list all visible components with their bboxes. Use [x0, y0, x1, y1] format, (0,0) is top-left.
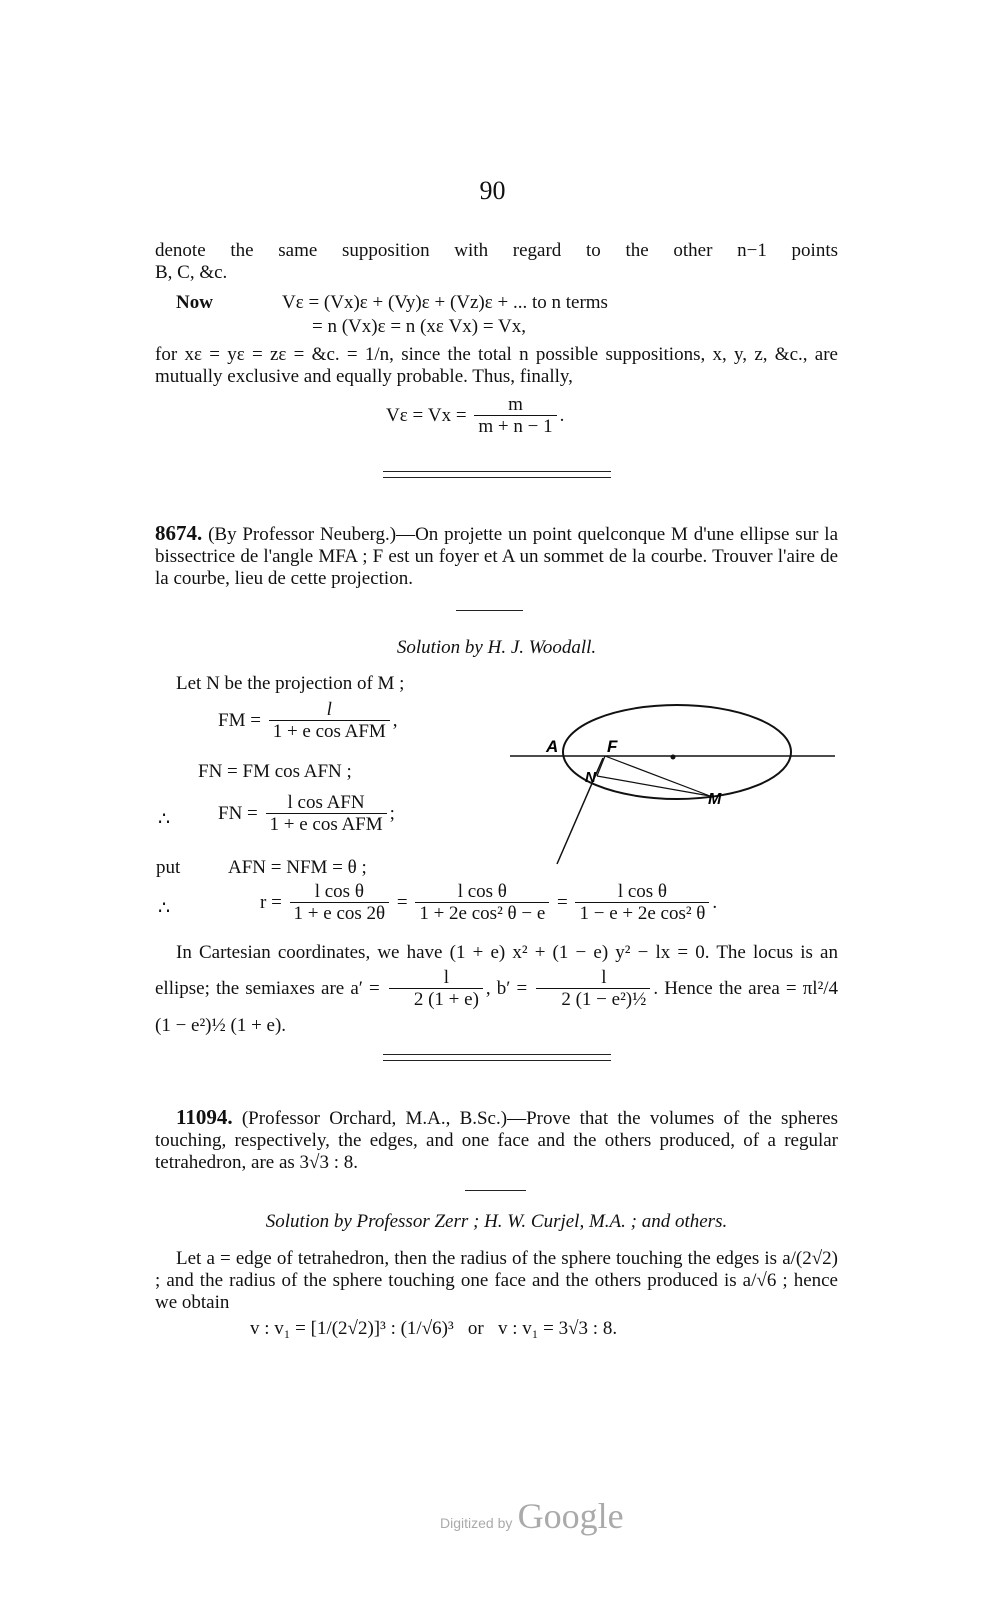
equation-lhs: FM = [218, 709, 261, 731]
denominator: 1 + e cos AFM [269, 720, 390, 743]
label-f: F [607, 737, 618, 756]
numerator: l cos θ [457, 881, 507, 902]
text: the area = πl²/4 (1 − e²)½ (1 + e). [155, 977, 839, 1036]
numerator: l cos θ [314, 881, 364, 902]
bisector-line [557, 758, 603, 864]
divider [383, 471, 611, 472]
equation-fn: FN = FM cos AFN ; [198, 761, 352, 782]
denominator: 1 + 2e cos² θ − e [415, 902, 549, 925]
equation-lhs: Vε = Vx = [386, 404, 467, 426]
centre-point [671, 755, 676, 760]
fraction [269, 700, 390, 743]
divider [383, 1054, 611, 1055]
fraction [474, 395, 556, 438]
text-line: denote the same supposition with regard to the other n−1 points [155, 240, 838, 261]
equation-fn2 [218, 793, 395, 836]
equation-lhs: r = [260, 891, 282, 913]
equation-put: AFN = NFM = θ ; [228, 857, 367, 878]
fraction [266, 793, 387, 836]
put-label: put [156, 857, 181, 878]
ellipse [563, 705, 791, 799]
numerator: l cos AFN [287, 792, 365, 813]
solution-heading: Solution by H. J. Woodall. [396, 637, 597, 658]
problem-text: (By Professor Neuberg.)—On projette un point quelconque M d'une ellipse sur la bissectrice de l'angle MFA ; F est un foyer et A un sommet de la courbe. Trouver l'aire de la courbe, lieu de cette projection. [155, 524, 838, 589]
text: . Hence [653, 977, 713, 999]
divider [465, 1190, 526, 1191]
page-number: 90 [479, 176, 506, 205]
ellipse-diagram [505, 698, 840, 873]
numerator: m [508, 394, 523, 415]
solution-heading: Solution by Professor Zerr ; H. W. Curjel, M.A. ; and others. [265, 1211, 728, 1232]
equation-r [260, 882, 717, 925]
problem-11094 [155, 1106, 838, 1174]
punct: . [559, 404, 565, 426]
text: In Cartesian coordinates, we have (1 + e) x² + (1 − e) y² − lx = 0. The locus is an ellipse; the semiaxes are [155, 942, 838, 999]
fraction [389, 968, 483, 1011]
volume-ratio-equation: v : v₁ = [1/(2√2)]³ : (1/√6)³ or v : v₁ = 3√3 : 8. [250, 1318, 618, 1339]
problem-number: 11094. [176, 1105, 233, 1129]
denominator: 1 + e cos AFM [266, 813, 387, 836]
equals: = [557, 891, 568, 913]
problem-8674 [155, 522, 838, 590]
equation-line: Vε = (Vx)ε + (Vy)ε + (Vz)ε + ... to n terms [282, 292, 608, 313]
equation-lhs: FN = [218, 802, 258, 824]
paragraph: for xε = yε = zε = &c. = 1/n, since the total n possible suppositions, x, y, z, &c., are mutually exclusive and equally probable. Thus, finally, [155, 344, 838, 387]
therefore-symbol: ∴ [158, 898, 171, 919]
fraction [536, 968, 650, 1011]
cartesian-paragraph [155, 938, 838, 1041]
equation-lhs: , b′ = [485, 977, 528, 999]
equation-line: = n (Vx)ε = n (xε Vx) = Vx, [312, 316, 526, 337]
fraction [575, 882, 709, 925]
numerator: l [443, 967, 450, 988]
denominator: 2 (1 − e²)½ [536, 988, 650, 1011]
numerator: l [326, 699, 332, 720]
label-n: N [585, 769, 596, 786]
equals: = [396, 891, 408, 913]
line-fn [597, 756, 605, 776]
divider [383, 1060, 611, 1061]
punct: , [392, 709, 398, 731]
therefore-symbol: ∴ [158, 809, 171, 830]
fraction [415, 882, 549, 925]
denominator: 1 − e + 2e cos² θ [575, 902, 709, 925]
punct: ; [389, 802, 395, 824]
denominator: 2 (1 + e) [389, 988, 483, 1011]
denominator: m + n − 1 [474, 415, 556, 438]
previous-solution-text [155, 240, 838, 284]
text-line: Let N be the projection of M ; [176, 673, 405, 694]
numerator: l cos θ [617, 881, 668, 902]
line-nm [597, 776, 710, 796]
label-a: A [546, 737, 559, 756]
text-line: B, C, &c. [155, 262, 228, 283]
watermark-prefix: Digitized by [440, 1515, 513, 1531]
problem-number: 8674. [155, 521, 203, 545]
equation-lhs: a′ = [350, 977, 380, 999]
denominator: 1 + e cos 2θ [290, 902, 390, 925]
divider [456, 610, 523, 611]
numerator: l [601, 967, 607, 988]
watermark-logo: Google [517, 1496, 624, 1536]
equation-fm [218, 700, 398, 743]
label-m: M [708, 791, 722, 808]
final-equation [386, 395, 564, 438]
now-label: Now [176, 292, 213, 313]
punct: . [712, 891, 718, 913]
line-fm [605, 756, 710, 796]
watermark [440, 1495, 624, 1537]
solution-text: Let a = edge of tetrahedron, then the radius of the sphere touching the edges is a/(2√2) ; and the radius of the sphere touching one face and the others produced is a/√6 ; hence we obtain [155, 1248, 838, 1313]
problem-text: (Professor Orchard, M.A., B.Sc.)—Prove that the volumes of the spheres touching, respectively, the edges, and one face and the others produced, of a regular tetrahedron, are as 3√3 : 8. [155, 1108, 839, 1173]
divider [383, 477, 611, 478]
fraction [290, 882, 390, 925]
